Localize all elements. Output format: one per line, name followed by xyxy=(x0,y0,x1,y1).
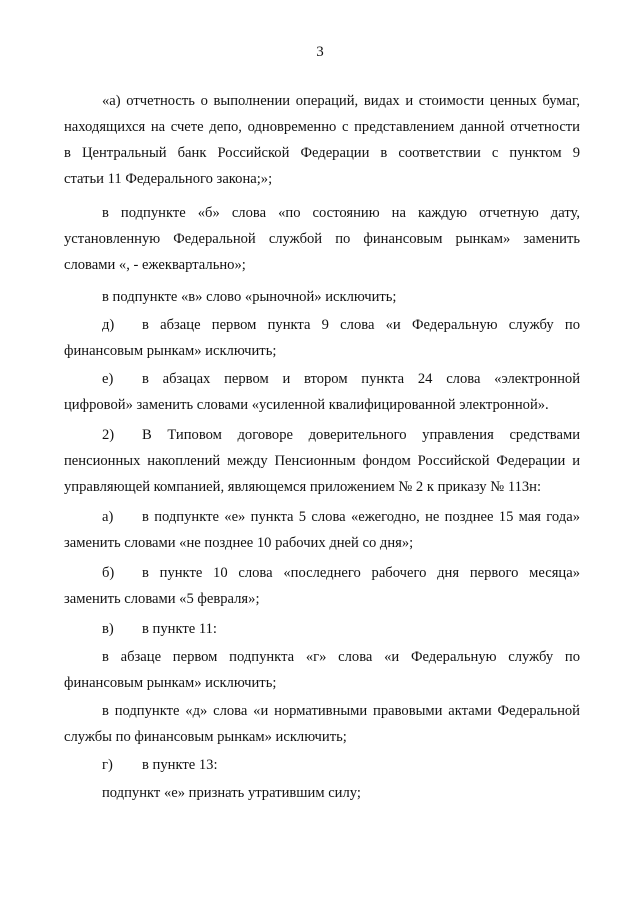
text-line xyxy=(64,448,580,474)
paragraph xyxy=(64,88,580,192)
line-text: в подпункте «д» слова «и нормативными правовыми актами Федеральной xyxy=(102,703,580,719)
paragraph xyxy=(64,200,580,278)
line-text: заменить словами «5 февраля»; xyxy=(64,591,260,607)
line-text: в подпункте «е» пункта 5 слова «ежегодно, не позднее 15 мая года» xyxy=(142,509,580,525)
line-text: в пункте 13: xyxy=(142,757,218,773)
list-marker: 2) xyxy=(102,427,115,443)
list-marker: е) xyxy=(102,371,114,387)
text-line xyxy=(64,504,580,530)
text-line xyxy=(64,780,580,806)
text-line xyxy=(64,474,580,500)
text-line xyxy=(64,392,580,418)
paragraph xyxy=(64,698,580,750)
line-text: В Типовом договоре доверительного управления средствами xyxy=(142,427,580,443)
list-marker: г) xyxy=(102,757,113,773)
paragraph xyxy=(64,780,580,806)
text-line xyxy=(64,698,580,724)
text-line xyxy=(64,284,580,310)
line-text: в Центральный банк Российской Федерации в соответствии с пунктом 9 xyxy=(64,145,580,161)
text-line xyxy=(64,338,580,364)
text-line xyxy=(64,200,580,226)
line-text: подпункт «е» признать утратившим силу; xyxy=(102,785,361,801)
text-line xyxy=(64,724,580,750)
line-text: «а) отчетность о выполнении операций, видах и стоимости ценных бумаг, xyxy=(102,93,580,109)
line-text: финансовым рынкам» исключить; xyxy=(64,675,277,691)
text-line xyxy=(64,88,580,114)
line-text: в пункте 10 слова «последнего рабочего дня первого месяца» xyxy=(142,565,580,581)
text-line xyxy=(64,312,580,338)
text-line xyxy=(64,366,580,392)
text-line xyxy=(64,140,580,166)
paragraph xyxy=(64,284,580,310)
line-text: пенсионных накоплений между Пенсионным фондом Российской Федерации и xyxy=(64,453,580,469)
paragraph xyxy=(64,504,580,556)
text-line xyxy=(64,560,580,586)
line-text: в абзацах первом и втором пункта 24 слова «электронной xyxy=(142,371,580,387)
page-number: 3 xyxy=(316,44,324,60)
paragraph xyxy=(64,616,580,642)
line-text: финансовым рынкам» исключить; xyxy=(64,343,277,359)
text-line xyxy=(64,616,580,642)
line-text: находящихся на счете депо, одновременно с представлением данной отчетности xyxy=(64,119,580,135)
text-line xyxy=(64,752,580,778)
paragraph xyxy=(64,366,580,418)
text-line xyxy=(64,114,580,140)
line-text: цифровой» заменить словами «усиленной квалифицированной электронной». xyxy=(64,397,549,413)
paragraph xyxy=(64,752,580,778)
line-text: в подпункте «б» слова «по состоянию на каждую отчетную дату, xyxy=(102,205,580,221)
line-text: в абзаце первом подпункта «г» слова «и Федеральную службу по xyxy=(102,649,580,665)
line-text: в абзаце первом пункта 9 слова «и Федеральную службу по xyxy=(142,317,580,333)
list-marker: д) xyxy=(102,317,115,333)
line-text: в пункте 11: xyxy=(142,621,217,637)
text-line xyxy=(64,644,580,670)
line-text: заменить словами «не позднее 10 рабочих дней со дня»; xyxy=(64,535,414,551)
paragraph xyxy=(64,422,580,500)
paragraph xyxy=(64,644,580,696)
list-marker: а) xyxy=(102,509,114,525)
list-marker: в) xyxy=(102,621,114,637)
line-text: статьи 11 Федерального закона;»; xyxy=(64,171,273,187)
text-line xyxy=(64,530,580,556)
paragraph xyxy=(64,312,580,364)
paragraph xyxy=(64,560,580,612)
line-text: управляющей компанией, являющемся приложением № 2 к приказу № 113н: xyxy=(64,479,542,495)
text-line xyxy=(64,166,580,192)
text-line xyxy=(64,422,580,448)
line-text: службы по финансовым рынкам» исключить; xyxy=(64,729,347,745)
text-line xyxy=(64,252,580,278)
line-text: в подпункте «в» слово «рыночной» исключить; xyxy=(102,289,397,305)
text-line xyxy=(64,226,580,252)
text-line xyxy=(64,586,580,612)
list-marker: б) xyxy=(102,565,115,581)
text-line xyxy=(64,670,580,696)
line-text: установленную Федеральной службой по финансовым рынкам» заменить xyxy=(64,231,580,247)
line-text: словами «, - ежеквартально»; xyxy=(64,257,246,273)
